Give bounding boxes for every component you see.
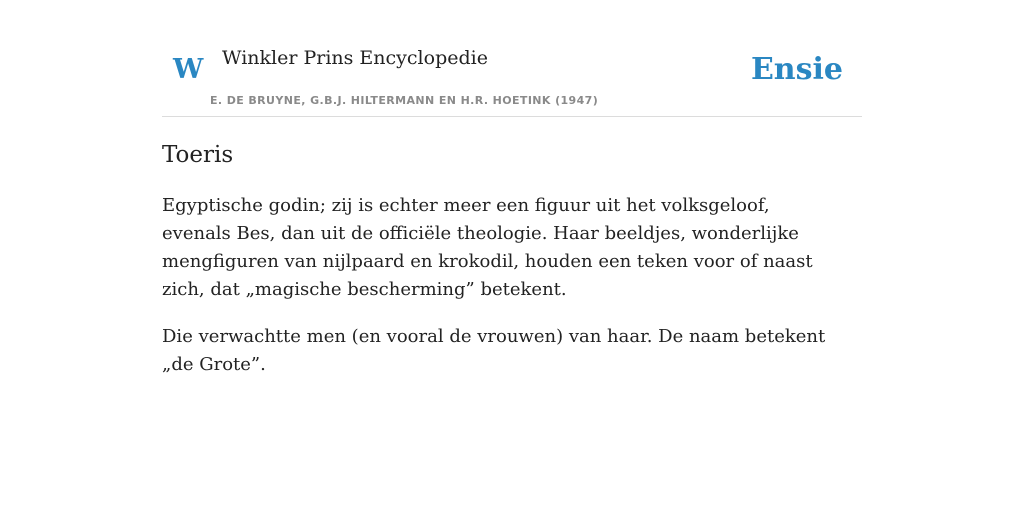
article-title: Toeris [162, 142, 234, 168]
source-authors: E. DE BRUYNE, G.B.J. HILTERMANN EN H.R. HOETINK (1947) [210, 94, 599, 107]
ensie-logo[interactable]: Ensie [750, 52, 843, 87]
article-paragraph: Die verwachtte men (en vooral de vrouwen) van haar. De naam betekent „de Grote”. [162, 326, 826, 375]
source-header [162, 0, 862, 117]
article-paragraph: Egyptische godin; zij is echter meer een figuur uit het volksgeloof, evenals Bes, dan uit de officiële theologie. Haar beeldjes, wonderlijke mengfiguren van nijlpaard en krokodil, houden een teken voor of naast zich, dat „magische bescherming” betekent. [162, 195, 813, 300]
source-title[interactable]: Winkler Prins Encyclopedie [222, 47, 488, 69]
article [162, 138, 842, 379]
winkler-prins-logo[interactable]: W [173, 54, 204, 85]
